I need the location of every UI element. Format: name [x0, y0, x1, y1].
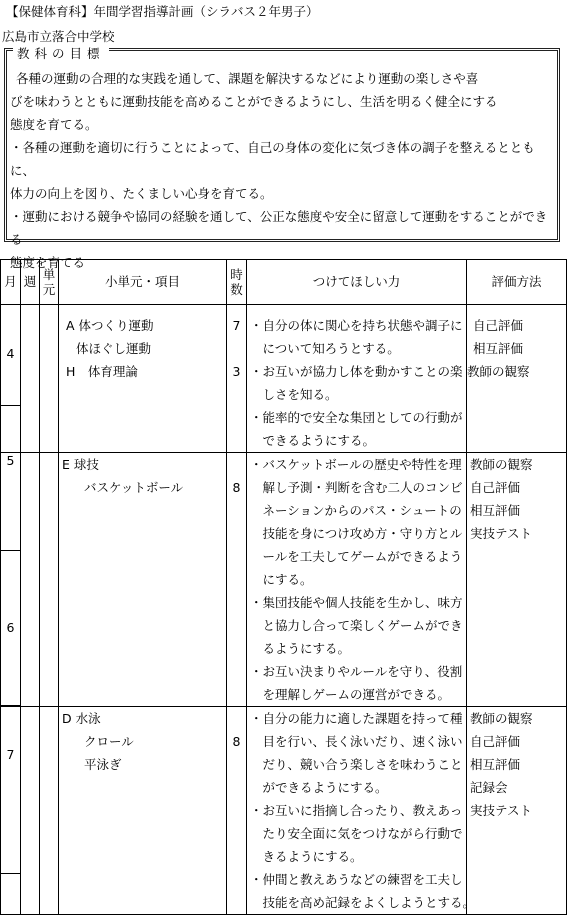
header-skills: つけてほしい力	[247, 260, 467, 305]
item-line: 体ほぐし運動	[76, 341, 152, 356]
hours-value	[230, 707, 243, 730]
month-cell	[1, 874, 21, 915]
item-cell	[59, 453, 227, 707]
skill-line: ・能率的で安全な集団としての行動が	[250, 410, 463, 425]
skill-line: るようにする。	[250, 641, 351, 656]
skill-line: たり安全面に気をつけながら行動で	[250, 826, 463, 841]
header-evaluation: 評価方法	[467, 260, 567, 305]
hours-value: 7	[232, 318, 241, 333]
skill-line: ・自分の体に関心を持ち状態や調子に	[250, 318, 463, 333]
skill-line: ・仲間と教えあうなどの練習を工夫し	[250, 872, 463, 887]
evaluation-item: 実技テスト	[470, 803, 533, 818]
header-item: 小単元・項目	[59, 260, 227, 305]
evaluation-item: 教師の観察	[467, 364, 530, 379]
evaluation-item: 記録会	[470, 780, 508, 795]
month-cell: 4	[1, 305, 21, 406]
header-hours: 時数	[227, 260, 247, 305]
subject-goals-box	[4, 46, 560, 270]
goal-line: 態度を育てる	[10, 255, 86, 270]
goals-legend: 教科の目標	[13, 46, 109, 63]
header-week: 週	[21, 260, 40, 305]
evaluation-item: 自己評価	[473, 318, 524, 333]
table-row	[1, 453, 567, 551]
month-cell: 7	[1, 707, 21, 874]
skill-line: ができるようにする。	[250, 780, 388, 795]
unit-cell	[40, 453, 59, 707]
month-cell: 5	[1, 453, 21, 551]
goal-line: びを味わうとともに運動技能を高めることができるようにし、生活を明るく健全にする	[10, 94, 498, 109]
skill-line: ールを工夫してゲームができるよう	[250, 549, 463, 564]
header-unit: 単元	[40, 260, 59, 305]
header-month: 月	[1, 260, 21, 305]
goal-line: 体力の向上を図り、たくましい心身を育てる。	[10, 186, 273, 201]
hours-value: 8	[232, 734, 241, 749]
skills-cell	[247, 707, 476, 915]
item-cell	[59, 305, 227, 453]
evaluation-item: 自己評価	[470, 734, 521, 749]
skills-cell	[247, 305, 467, 453]
week-cell	[21, 305, 40, 453]
skill-line: 技能を高め記録をよくしようとする。	[250, 895, 476, 910]
skill-line: ・お互いに指摘し合ったり、教えあっ	[250, 803, 463, 818]
hours-value	[230, 453, 243, 476]
goal-line: 態度を育てる。	[10, 117, 98, 132]
evaluation-item: 教師の観察	[470, 457, 533, 472]
item-cell	[59, 707, 227, 915]
skill-line: 解し予測・判断を含む二人のコンビ	[250, 480, 463, 495]
month-cell: 6	[1, 551, 21, 706]
week-cell	[21, 707, 40, 915]
skill-line: ・お互い決まりやルールを守り、役割	[250, 664, 463, 679]
evaluation-cell	[467, 707, 567, 915]
table-row	[1, 707, 567, 874]
hours-cell	[227, 305, 247, 453]
skill-line: ・自分の能力に適した課題を持って種	[250, 711, 463, 726]
skills-cell	[247, 453, 467, 707]
goal-line: ・運動における競争や協同の経験を通して、公正な態度や安全に留意して運動をすることができる	[10, 209, 548, 247]
item-line: H 体育理論	[66, 364, 138, 379]
hours-value: 8	[232, 480, 241, 495]
skill-line: ・お互いが協力し体を動かすことの楽	[250, 364, 463, 379]
evaluation-item: 相互評価	[470, 757, 521, 772]
goal-line: 各種の運動の合理的な実践を通して、課題を解決するなどにより運動の楽しさや喜	[16, 71, 479, 86]
syllabus-table	[0, 259, 567, 915]
goal-line: ・各種の運動を適切に行うことによって、自己の身体の変化に気づき体の調子を整えるとともに、	[10, 140, 535, 178]
skill-line: ・バスケットボールの歴史や特性を理	[250, 457, 462, 472]
hours-cell	[227, 453, 247, 707]
skill-line: と協力し合って楽しくゲームができ	[250, 618, 463, 633]
unit-cell	[40, 707, 59, 915]
skill-line: について知ろうとする。	[250, 341, 400, 356]
evaluation-cell	[467, 453, 567, 707]
evaluation-item: 相互評価	[470, 503, 521, 518]
school-name: 広島市立落合中学校	[2, 29, 115, 44]
evaluation-item: 教師の観察	[470, 711, 533, 726]
skill-line: 目を行い、長く泳いだり、速く泳い	[250, 734, 463, 749]
month-cell	[1, 405, 21, 452]
item-line: A 体つくり運動	[66, 318, 154, 333]
evaluation-item: 実技テスト	[470, 526, 533, 541]
evaluation-item: 相互評価	[473, 341, 524, 356]
week-cell	[21, 453, 40, 707]
skill-line: にする。	[250, 572, 313, 587]
page-title: 【保健体育科】年間学習指導計画（シラバス２年男子）	[6, 4, 319, 19]
hours-value	[230, 337, 243, 360]
evaluation-cell	[467, 305, 567, 453]
table-header-row	[1, 260, 567, 305]
item-line: E 球技	[62, 457, 99, 472]
hours-value: 3	[232, 364, 241, 379]
skill-line: しさを知る。	[250, 387, 338, 402]
skill-line: きるようにする。	[250, 849, 363, 864]
skill-line: できるようにする。	[250, 433, 376, 448]
unit-cell	[40, 305, 59, 453]
evaluation-item: 自己評価	[470, 480, 521, 495]
item-line: D 水泳	[62, 711, 101, 726]
table-row	[1, 305, 567, 406]
item-line: 平泳ぎ	[84, 757, 122, 772]
skill-line: だり、競い合う楽しさを味わうこと	[250, 757, 463, 772]
item-line: クロール	[84, 734, 134, 749]
skill-line: を理解しゲームの運営ができる。	[250, 687, 451, 702]
skill-line: ・集団技能や個人技能を生かし、味方	[250, 595, 463, 610]
hours-cell	[227, 707, 247, 915]
skill-line: ネーションからのパス・シュートの	[250, 503, 462, 518]
item-line: バスケットボール	[84, 480, 184, 495]
skill-line: 技能を身につけ攻め方・守り方とル	[250, 526, 463, 541]
